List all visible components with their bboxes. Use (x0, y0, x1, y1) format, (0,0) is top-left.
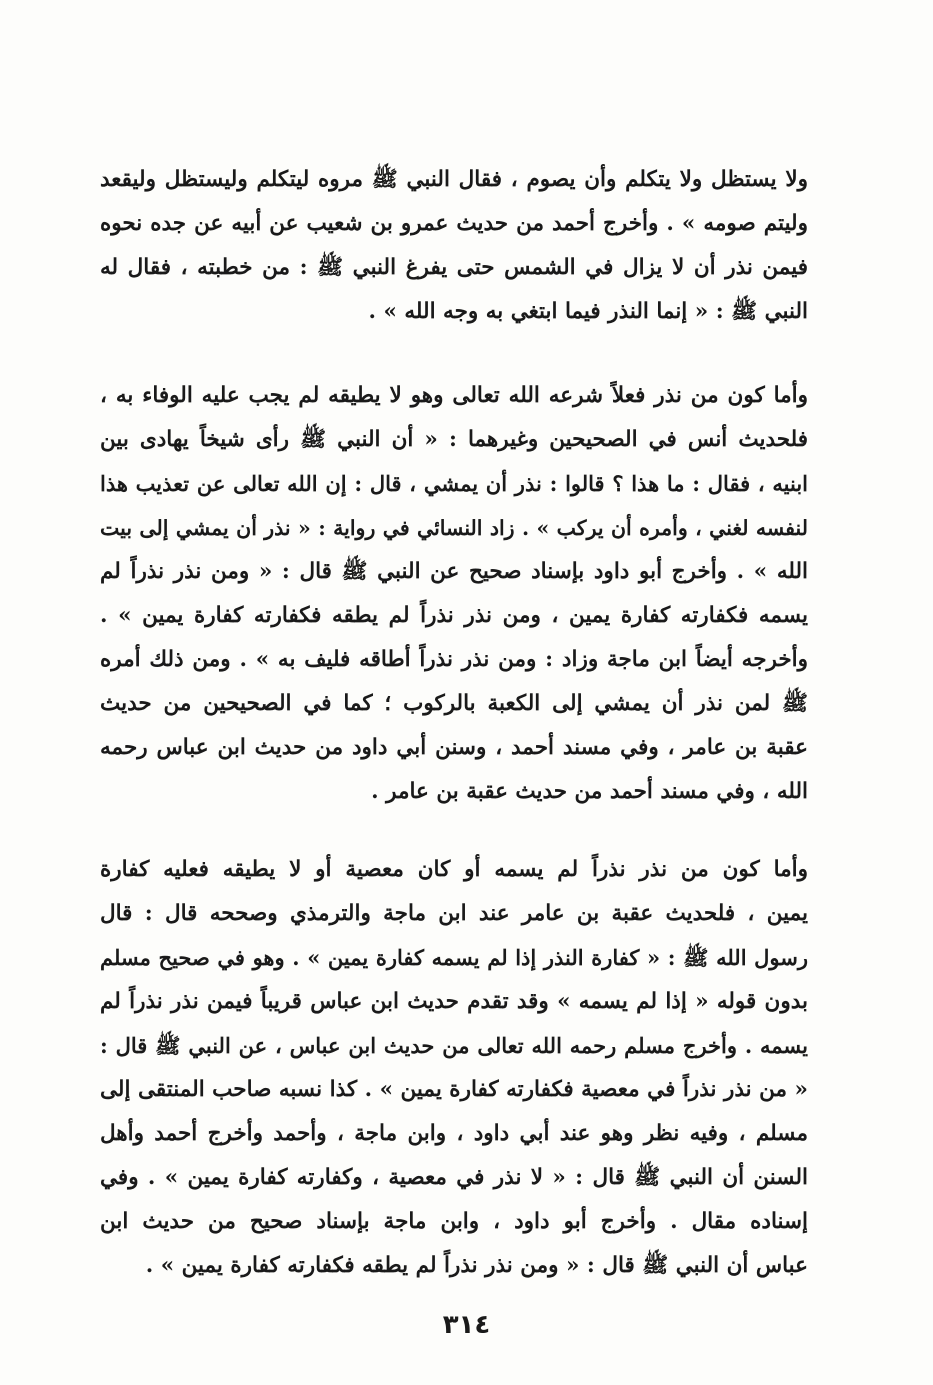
text-line: الله ، وفي مسند أحمد من حديث عقبة بن عامر . (371, 779, 808, 804)
text-line: « من نذر نذراً في معصية فكفارته كفارة يمين » . كذا نسبه صاحب المنتقى إلى (100, 1077, 808, 1102)
text-line: الله » . وأخرج أبو داود بإسناد صحيح عن النبي ﷺ قال : « ومن نذر نذراً لم (100, 559, 808, 584)
text-line: وأخرجه أيضاً ابن ماجة وزاد : ومن نذر نذراً أطاقه فليف به » . ومن ذلك أمره (100, 647, 808, 672)
text-line: يمين ، فلحديث عقبة بن عامر عند ابن ماجة والترمذي وصححه قال : قال (100, 901, 808, 926)
page-number: ٣١٤ (442, 1310, 491, 1340)
text-line: رسول الله ﷺ : « كفارة النذر إذا لم يسمه كفارة يمين » . وهو في صحيح مسلم (100, 945, 808, 970)
text-line: بدون قوله « إذا لم يسمه » وقد تقدم حديث ابن عباس قريباً فيمن نذر نذراً لم (100, 989, 808, 1014)
text-line: فلحديث أنس في الصحيحين وغيرهما : « أن النبي ﷺ رأى شيخاً يهادى بين (100, 427, 808, 452)
text-line: يسمه فكفارته كفارة يمين ، ومن نذر نذراً لم يطقه فكفارته كفارة يمين » . (100, 603, 808, 628)
text-line: إسناده مقال . وأخرج أبو داود ، وابن ماجة بإسناد صحيح من حديث ابن (100, 1209, 808, 1234)
text-line: ولا يستظل ولا يتكلم وأن يصوم ، فقال النبي ﷺ مروه ليتكلم وليستظل وليقعد (100, 167, 808, 192)
text-line: النبي ﷺ : « إنما النذر فيما ابتغي به وجه الله » . (368, 299, 808, 324)
text-line: لنفسه لغني ، وأمره أن يركب » . زاد النسائي في رواية : « نذر أن يمشي إلى بيت (100, 516, 808, 540)
text-line: ﷺ لمن نذر أن يمشي إلى الكعبة بالركوب ؛ كما في الصحيحين من حديث (100, 691, 808, 716)
text-line: فيمن نذر أن لا يزال في الشمس حتى يفرغ النبي ﷺ : من خطبته ، فقال له (100, 255, 808, 280)
text-line: ابنيه ، فقال : ما هذا ؟ قالوا : نذر أن يمشي ، قال : إن الله تعالى عن تعذيب هذا (100, 471, 808, 496)
text-line: عباس أن النبي ﷺ قال : « ومن نذر نذراً لم يطقه فكفارته كفارة يمين » . (145, 1253, 808, 1278)
text-line: وليتم صومه » . وأخرج أحمد من حديث عمرو بن شعيب عن أبيه عن جده نحوه (100, 211, 808, 236)
text-line: عقبة بن عامر ، وفي مسند أحمد ، وسنن أبي داود من حديث ابن عباس رحمه (100, 735, 808, 760)
paragraph-2 (100, 374, 808, 814)
text-line: السنن أن النبي ﷺ قال : « لا نذر في معصية ، وكفارته كفارة يمين » . وفي (100, 1165, 808, 1190)
text-line: مسلم ، وفيه نظر وهو عند أبي داود ، وابن ماجة ، وأحمد وأخرج أحمد وأهل (100, 1121, 808, 1146)
text-line: وأما كون من نذر نذراً لم يسمه أو كان معصية أو لا يطيقه فعليه كفارة (100, 857, 808, 882)
paragraph-1 (100, 158, 808, 334)
paragraph-3 (100, 848, 808, 1288)
text-line: وأما كون من نذر فعلاً شرعه الله تعالى وهو لا يطيقه لم يجب عليه الوفاء به ، (100, 383, 808, 408)
text-line: يسمه . وأخرج مسلم رحمه الله تعالى من حديث ابن عباس ، عن النبي ﷺ قال : (100, 1033, 808, 1058)
